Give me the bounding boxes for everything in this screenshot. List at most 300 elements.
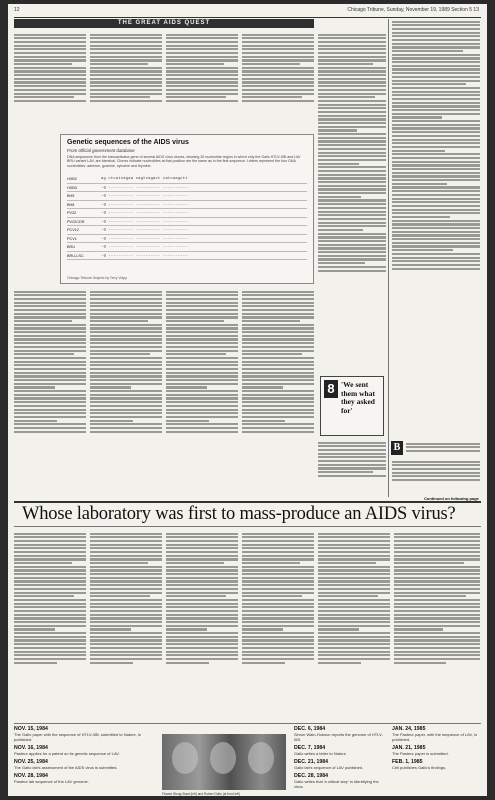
text-line: [318, 41, 386, 43]
text-line: [14, 294, 86, 296]
text-line: [90, 56, 162, 58]
text-line: [14, 580, 86, 582]
body-column-7: [90, 289, 162, 494]
text-line: [14, 353, 74, 355]
text-line: [14, 59, 86, 61]
text-line: [166, 67, 238, 69]
text-line: [14, 327, 86, 329]
text-line: [394, 592, 480, 594]
text-line: [406, 446, 480, 448]
timeline-column-1: [14, 726, 154, 787]
text-line: [242, 555, 314, 557]
text-line: [166, 386, 207, 388]
text-line: [90, 558, 162, 560]
timeline-date: FEB. 1, 1985: [392, 759, 423, 765]
text-line: [394, 584, 480, 586]
text-line: [166, 93, 238, 95]
text-line: [90, 41, 162, 43]
text-line: [166, 346, 238, 348]
text-line: [394, 614, 480, 616]
top-rule: [14, 17, 481, 18]
text-line: [166, 305, 238, 307]
text-line: [318, 129, 357, 131]
text-line: [318, 163, 359, 165]
text-line: [14, 544, 86, 546]
text-line: [90, 555, 162, 557]
text-line: [318, 621, 390, 623]
text-line: [166, 379, 238, 381]
text-line: [318, 449, 386, 451]
text-line: [166, 59, 238, 61]
text-line: [394, 536, 480, 538]
text-line: [318, 70, 386, 72]
text-line: [90, 420, 133, 422]
text-line: [242, 569, 314, 571]
text-line: [90, 383, 162, 385]
text-line: [166, 41, 238, 43]
text-line: [318, 533, 390, 535]
text-line: [242, 331, 314, 333]
text-line: [394, 599, 480, 601]
text-line: [166, 569, 238, 571]
text-line: [242, 93, 314, 95]
text-line: [242, 357, 314, 359]
text-line: [166, 658, 238, 660]
text-line: [318, 651, 390, 653]
text-line: [242, 81, 314, 83]
text-line: [318, 464, 386, 466]
text-line: [242, 63, 300, 65]
text-line: [14, 606, 86, 608]
text-line: [14, 562, 72, 564]
text-line: [318, 93, 386, 95]
text-line: [90, 324, 162, 326]
text-line: [392, 168, 480, 170]
text-line: [394, 580, 480, 582]
text-line: [318, 558, 390, 560]
text-line: [90, 394, 162, 396]
text-line: [318, 81, 386, 83]
timeline-entry: [294, 745, 386, 756]
text-line: [14, 409, 86, 411]
sidebar-lead: [406, 441, 480, 457]
text-line: [318, 658, 390, 660]
text-line: [242, 416, 314, 418]
text-line: [14, 610, 86, 612]
text-line: [166, 70, 238, 72]
text-line: [14, 632, 86, 634]
text-line: [242, 420, 285, 422]
text-line: [242, 639, 314, 641]
text-line: [14, 37, 86, 39]
text-line: [392, 260, 480, 262]
text-line: [90, 412, 162, 414]
sequence-value: -g ---------- ---------- ----------: [101, 236, 188, 241]
text-line: [392, 35, 480, 37]
timeline-date: DEC. 6, 1984: [294, 726, 326, 732]
text-line: [14, 555, 86, 557]
text-line: [394, 595, 466, 597]
text-line: [318, 606, 390, 608]
text-line: [14, 324, 86, 326]
text-line: [90, 372, 162, 374]
text-line: [392, 131, 480, 133]
graphic-title: Genetic sequences of the AIDS virus: [67, 139, 189, 146]
sequence-table: [67, 175, 307, 260]
text-line: [392, 24, 480, 26]
drop-cap: B: [391, 441, 403, 455]
text-line: [242, 658, 314, 660]
text-line: [318, 74, 386, 76]
text-line: [90, 569, 162, 571]
text-line: [242, 78, 314, 80]
sidebar-divider: [388, 19, 389, 497]
text-line: [166, 316, 238, 318]
text-line: [14, 320, 72, 322]
text-line: [90, 617, 162, 619]
text-line: [166, 350, 238, 352]
text-line: [166, 420, 209, 422]
text-line: [242, 346, 314, 348]
text-line: [90, 401, 162, 403]
timeline-date: NOV. 25, 1984: [14, 759, 48, 765]
text-line: [392, 54, 480, 56]
text-line: [318, 536, 390, 538]
text-line: [394, 632, 480, 634]
text-line: [242, 558, 314, 560]
text-line: [90, 346, 162, 348]
text-line: [318, 247, 386, 249]
text-line: [242, 305, 314, 307]
text-line: [394, 625, 480, 627]
text-line: [318, 603, 390, 605]
text-line: [242, 379, 314, 381]
graphic-description: DNA sequences from the transactivator gene of several AIDS virus clones, showing 30 nucleotide region in which only the Gallo HTLV-IIIB and LAV BRU variant LAV, are identical. Clones indicate nucleotides at that position are the same as in the first sequence. Letters represent the four DNA nucleotides: adenine, guanine, cytosine and thymine.: [67, 155, 301, 168]
text-line: [392, 50, 463, 52]
text-line: [90, 431, 162, 433]
text-line: [166, 338, 238, 340]
text-line: [14, 533, 86, 535]
text-line: [392, 105, 480, 107]
photo-face: [248, 742, 274, 774]
text-line: [90, 625, 162, 627]
text-line: [166, 390, 238, 392]
text-line: [166, 610, 238, 612]
text-line: [242, 85, 314, 87]
text-line: [166, 599, 238, 601]
text-line: [318, 34, 386, 36]
text-line: [90, 577, 162, 579]
text-line: [14, 298, 86, 300]
pull-quote: [320, 376, 384, 436]
text-line: [242, 544, 314, 546]
text-line: [318, 266, 386, 268]
text-line: [242, 368, 314, 370]
text-line: [394, 639, 480, 641]
text-line: [242, 390, 314, 392]
text-line: [14, 603, 86, 605]
timeline-text: Cell publishes Gallo's findings.: [392, 765, 447, 770]
text-line: [242, 386, 283, 388]
text-line: [318, 203, 386, 205]
text-line: [242, 316, 314, 318]
text-line: [14, 67, 86, 69]
text-line: [392, 220, 480, 222]
quote-text: 'We sent them what they asked for': [341, 380, 375, 415]
text-line: [318, 104, 386, 106]
text-line: [14, 48, 86, 50]
text-line: [14, 41, 86, 43]
text-line: [394, 662, 446, 664]
text-line: [14, 394, 86, 396]
text-line: [166, 427, 238, 429]
text-line: [166, 558, 238, 560]
body-column-9: [242, 289, 314, 494]
text-line: [14, 93, 86, 95]
text-line: [318, 196, 361, 198]
text-line: [166, 614, 238, 616]
photo-face: [172, 742, 198, 774]
text-line: [392, 57, 480, 59]
text-line: [14, 636, 86, 638]
text-line: [392, 139, 480, 141]
text-line: [242, 327, 314, 329]
text-line: [14, 52, 86, 54]
text-line: [90, 78, 162, 80]
text-line: [242, 302, 314, 304]
text-line: [318, 236, 386, 238]
text-line: [90, 74, 162, 76]
text-line: [14, 350, 86, 352]
text-line: [90, 639, 162, 641]
story-headline: Whose laboratory was first to mass-produce an AIDS virus?: [22, 504, 456, 524]
text-line: [166, 551, 238, 553]
sequence-row: [67, 218, 307, 227]
text-line: [90, 423, 162, 425]
text-line: [90, 81, 162, 83]
text-line: [14, 100, 86, 102]
text-line: [242, 654, 314, 656]
text-line: [318, 159, 386, 161]
folio: [8, 7, 487, 16]
text-line: [166, 547, 238, 549]
text-line: [166, 632, 238, 634]
text-line: [318, 174, 386, 176]
text-line: [14, 63, 72, 65]
text-line: [318, 251, 386, 253]
text-line: [392, 150, 445, 152]
text-line: [90, 614, 162, 616]
body-column-3: [166, 32, 238, 132]
text-line: [166, 100, 238, 102]
text-line: [392, 264, 480, 266]
timeline-text: The Pasteur paper is submitted.: [392, 751, 449, 756]
text-line: [318, 577, 390, 579]
text-line: [90, 294, 162, 296]
text-line: [318, 111, 386, 113]
text-line: [90, 643, 162, 645]
text-line: [392, 65, 480, 67]
timeline-column-3: [392, 726, 480, 773]
text-line: [166, 364, 238, 366]
timeline-text: Gallo writes a letter to Nature.: [294, 751, 347, 756]
text-line: [242, 621, 314, 623]
text-line: [166, 335, 238, 337]
text-line: [318, 59, 386, 61]
text-line: [318, 185, 386, 187]
text-line: [166, 375, 238, 377]
text-line: [318, 122, 386, 124]
text-line: [14, 617, 86, 619]
text-line: [14, 364, 86, 366]
text-line: [242, 551, 314, 553]
timeline-date: DEC. 7, 1984: [294, 745, 326, 751]
body-column-1: [14, 32, 86, 132]
text-line: [318, 456, 386, 458]
text-line: [242, 34, 314, 36]
text-line: [394, 621, 480, 623]
text-line: [242, 70, 314, 72]
text-line: [14, 357, 86, 359]
text-line: [318, 566, 390, 568]
text-line: [14, 643, 86, 645]
text-line: [14, 34, 86, 36]
text-line: [90, 34, 162, 36]
text-line: [242, 647, 314, 649]
text-line: [392, 234, 480, 236]
timeline-column-2: [294, 726, 386, 792]
text-line: [166, 628, 207, 630]
text-line: [166, 294, 238, 296]
text-line: [392, 468, 480, 470]
text-line: [90, 595, 150, 597]
text-line: [14, 420, 57, 422]
text-line: [90, 353, 150, 355]
section-banner: THE GREAT AIDS QUEST: [14, 19, 314, 28]
text-line: [90, 562, 148, 564]
text-line: [14, 558, 86, 560]
text-line: [392, 157, 480, 159]
text-line: [90, 320, 148, 322]
text-line: [318, 453, 386, 455]
body-column-4: [242, 32, 314, 132]
text-line: [394, 651, 480, 653]
text-line: [242, 580, 314, 582]
text-line: [14, 595, 74, 597]
timeline-text: Pasteur lab sequence of the LAV genome.: [14, 779, 89, 784]
sequence-row: [67, 192, 307, 201]
timeline-entry: [294, 773, 386, 789]
text-line: [14, 70, 86, 72]
text-line: [392, 87, 480, 89]
text-line: [318, 52, 386, 54]
text-line: [392, 113, 480, 115]
text-line: [14, 368, 86, 370]
text-line: [392, 472, 480, 474]
text-line: [242, 335, 314, 337]
text-line: [392, 61, 480, 63]
lower-column-1: [14, 531, 86, 721]
text-line: [90, 63, 148, 65]
text-line: [318, 643, 390, 645]
clone-label: BRU: [67, 245, 76, 249]
body-column-10: [318, 440, 386, 494]
text-line: [166, 361, 238, 363]
text-line: [166, 536, 238, 538]
text-line: [318, 610, 390, 612]
sequence-row: [67, 252, 307, 261]
text-line: [242, 606, 314, 608]
timeline-text: Gallo writes that 'a critical step' in identifying the virus.: [294, 779, 379, 789]
text-line: [166, 573, 238, 575]
text-line: [394, 566, 480, 568]
timeline-text: The Gallo lab's assessment of the AIDS virus is submitted.: [14, 765, 118, 770]
text-line: [166, 291, 238, 293]
timeline-entry: [392, 745, 480, 756]
text-line: [14, 361, 86, 363]
text-line: [14, 639, 86, 641]
text-line: [394, 569, 480, 571]
sidebar-column: [392, 19, 480, 374]
text-line: [90, 580, 162, 582]
text-line: [394, 555, 480, 557]
text-line: [14, 291, 86, 293]
text-line: [318, 85, 386, 87]
text-line: [90, 298, 162, 300]
timeline-entry: [14, 773, 154, 784]
text-line: [166, 78, 238, 80]
text-line: [90, 551, 162, 553]
text-line: [318, 654, 390, 656]
text-line: [242, 298, 314, 300]
text-line: [242, 59, 314, 61]
text-line: [392, 242, 480, 244]
text-line: [392, 223, 480, 225]
text-line: [166, 74, 238, 76]
text-line: [90, 628, 131, 630]
sequence-row: [67, 201, 307, 210]
text-line: [392, 76, 480, 78]
text-line: [242, 562, 300, 564]
text-line: [394, 540, 480, 542]
text-line: [318, 233, 386, 235]
text-line: [166, 639, 238, 641]
text-line: [392, 98, 480, 100]
continued-note: Continued on following page: [424, 496, 479, 501]
text-line: [242, 412, 314, 414]
text-line: [406, 443, 480, 445]
text-line: [392, 212, 480, 214]
text-line: [166, 313, 238, 315]
text-line: [166, 85, 238, 87]
newspaper-page: [8, 4, 487, 796]
clone-label: PV22: [67, 211, 77, 215]
text-line: [14, 89, 86, 91]
text-line: [166, 566, 238, 568]
text-line: [14, 390, 86, 392]
text-line: [166, 423, 238, 425]
text-line: [318, 155, 386, 157]
lower-column-5: [318, 531, 390, 721]
text-line: [166, 409, 238, 411]
text-line: [318, 475, 386, 477]
text-line: [318, 547, 390, 549]
text-line: [14, 599, 86, 601]
text-line: [318, 573, 390, 575]
text-line: [242, 625, 314, 627]
text-line: [318, 177, 386, 179]
text-line: [394, 588, 480, 590]
